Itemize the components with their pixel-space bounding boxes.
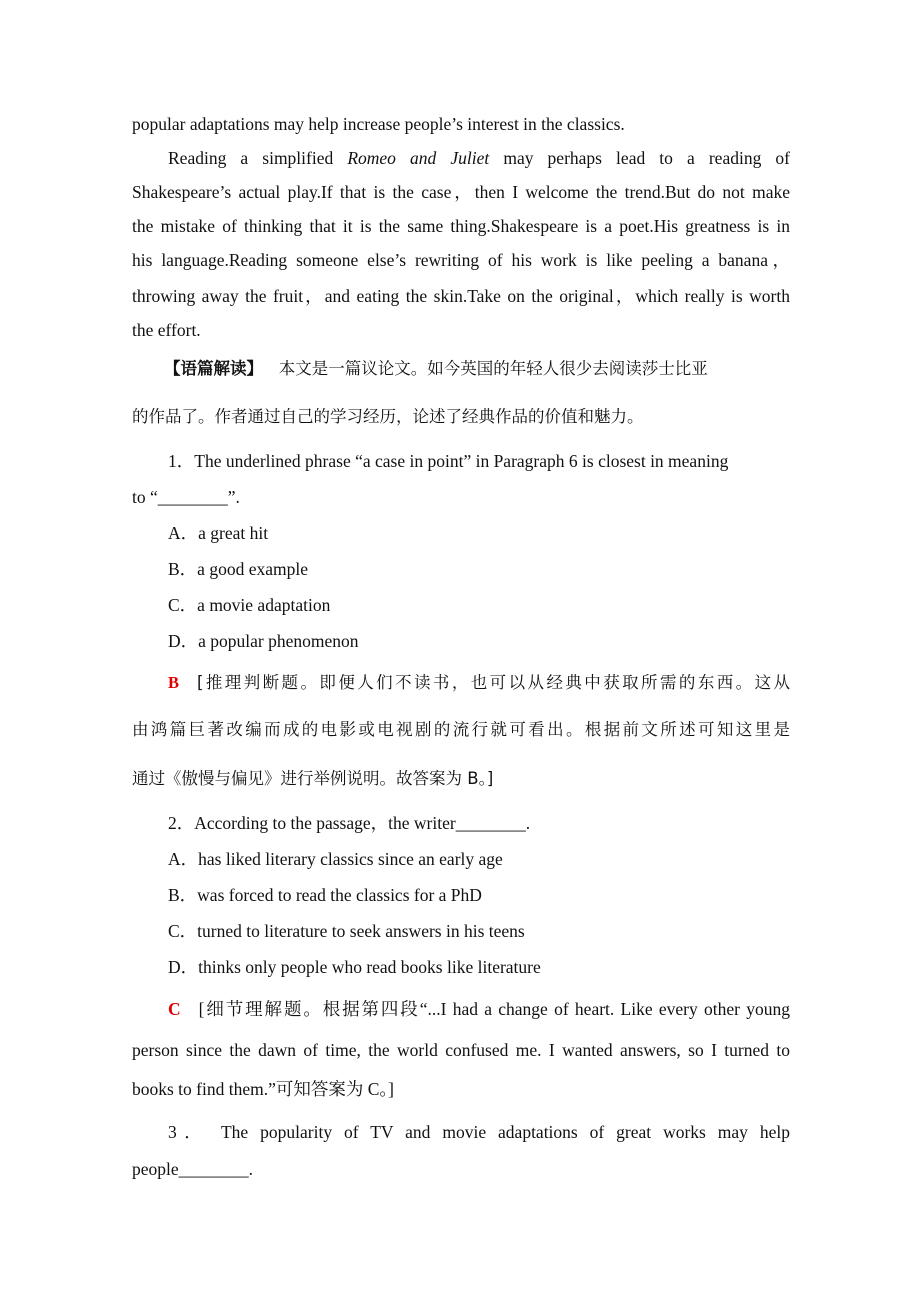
question-stem: people________.	[132, 1159, 254, 1179]
explanation-line: 通过《傲慢与偏见》进行举例说明。故答案为 B。]	[132, 769, 494, 788]
passage-line: popular adaptations may help increase people’s interest in the classics.	[132, 114, 625, 134]
question-stem: to “________”.	[132, 487, 240, 507]
explanation-line: C [细节理解题。根据第四段“...I had a change of heart. Like every other young	[168, 999, 790, 1019]
option: A．a great hit	[168, 523, 269, 543]
option: A．has liked literary classics since an early age	[168, 849, 503, 869]
passage-line: Shakespeare’s actual play.If that is the case，then I welcome the trend.But do not make	[132, 182, 790, 202]
passage-line: the effort.	[132, 320, 201, 340]
summary-label: 【语篇解读】	[164, 359, 263, 378]
passage-line: Reading a simplified Romeo and Juliet may perhaps lead to a reading of	[168, 148, 790, 168]
explanation-line: books to find them.”可知答案为 C。]	[132, 1079, 394, 1099]
option: B．a good example	[168, 559, 308, 579]
question-stem: 3． The popularity of TV and movie adaptations of great works may help	[168, 1122, 790, 1142]
option: D．a popular phenomenon	[168, 631, 359, 651]
passage-line: the mistake of thinking that it is the same thing.Shakespeare is a poet.His greatness is in	[132, 216, 790, 236]
passage-line: his language.Reading someone else’s rewriting of his work is like peeling a banana，	[132, 250, 790, 270]
option: C．turned to literature to seek answers in his teens	[168, 921, 525, 941]
summary-line: 的作品了。作者通过自己的学习经历，论述了经典作品的价值和魅力。	[132, 407, 644, 426]
option: D．thinks only people who read books like literature	[168, 957, 541, 977]
answer-letter: C	[168, 999, 181, 1019]
answer-letter: B	[168, 673, 180, 692]
passage-line: throwing away the fruit，and eating the skin.Take on the original，which really is worth	[132, 286, 790, 306]
explanation-line: person since the dawn of time, the world confused me. I wanted answers, so I turned to	[132, 1040, 790, 1060]
question-stem: 2．According to the passage，the writer________.	[168, 813, 531, 833]
summary-line: 【语篇解读】 本文是一篇议论文。如今英国的年轻人很少去阅读莎士比亚	[164, 359, 708, 378]
explanation-line: 由鸿篇巨著改编而成的电影或电视剧的流行就可看出。根据前文所述可知这里是	[132, 720, 790, 739]
explanation-line: B [推理判断题。即便人们不读书，也可以从经典中获取所需的东西。这从	[168, 673, 790, 692]
question-stem: 1．The underlined phrase “a case in point” in Paragraph 6 is closest in meaning	[168, 451, 729, 471]
option: B．was forced to read the classics for a PhD	[168, 885, 482, 905]
option: C．a movie adaptation	[168, 595, 331, 615]
